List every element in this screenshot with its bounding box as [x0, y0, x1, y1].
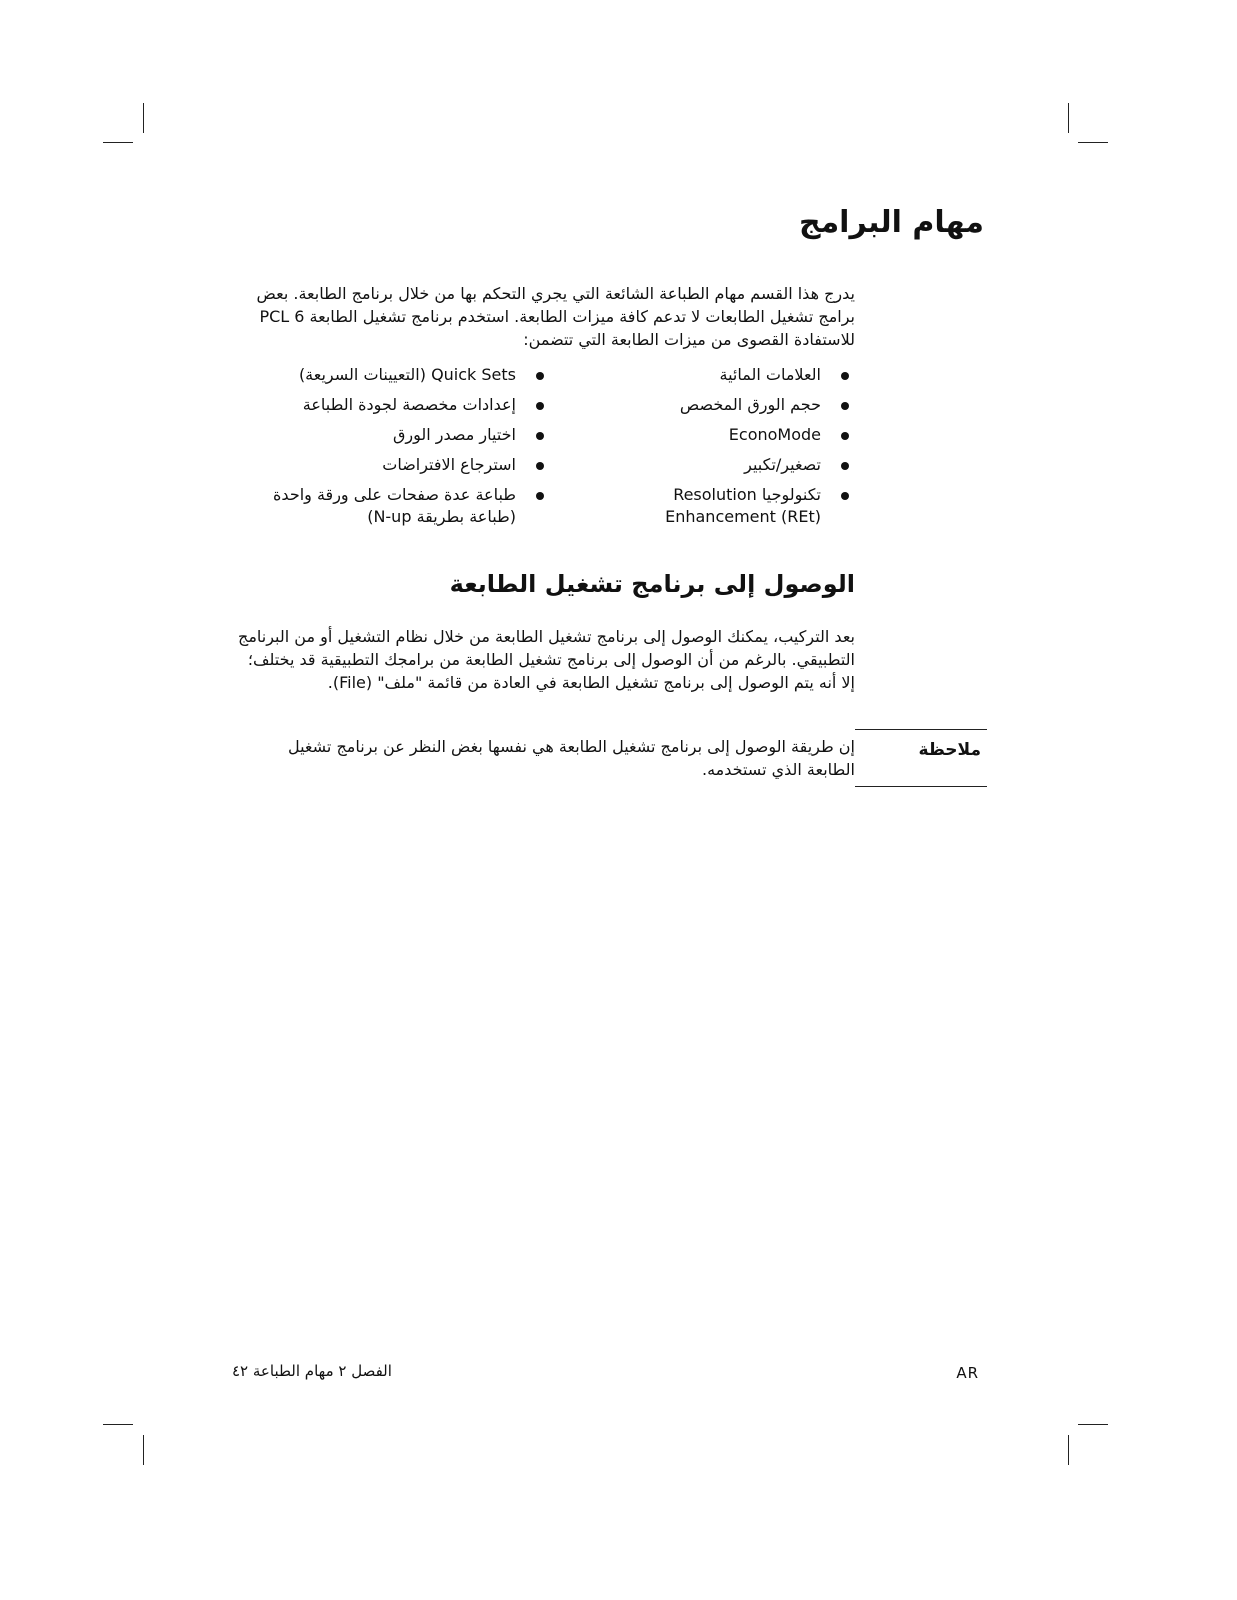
list-item: طباعة عدة صفحات على ورقة واحدة (طباعة بطريقة N-up) — [255, 484, 550, 528]
list-item: العلامات المائية — [560, 364, 855, 386]
crop-mark — [103, 1424, 133, 1425]
list-item: اختيار مصدر الورق — [255, 424, 550, 446]
note-text: إن طريقة الوصول إلى برنامج تشغيل الطابعة هي نفسها بغض النظر عن برنامج تشغيل الطابعة الذي تستخدمه. — [287, 737, 855, 779]
list-item: تكنولوجيا Resolution Enhancement (REt) — [560, 484, 855, 528]
note-rule-top — [855, 729, 987, 730]
list-item: Quick Sets (التعيينات السريعة) — [255, 364, 550, 386]
crop-mark — [1068, 103, 1069, 133]
list-item: إعدادات مخصصة لجودة الطباعة — [255, 394, 550, 416]
list-item: تصغير/تكبير — [560, 454, 855, 476]
footer-page-info: الفصل ٢ مهام الطباعة ٤٢ — [232, 1362, 392, 1380]
list-item: EconoMode — [560, 424, 855, 446]
feature-list — [255, 364, 855, 528]
note-label: ملاحظة — [918, 740, 981, 760]
intro-paragraph: يدرج هذا القسم مهام الطباعة الشائعة التي يجري التحكم بها من خلال برنامج الطابعة. بعض برامج تشغيل الطابعات لا تدعم كافة ميزات الطابعة. استخدم برنامج تشغيل الطابعة PCL 6 للاستفادة القصوى من ميزات الطابعة التي تتضمن: — [256, 284, 855, 349]
note-rule-bottom — [855, 786, 987, 787]
crop-mark — [103, 142, 133, 143]
crop-mark — [1078, 142, 1108, 143]
footer-language-code: AR — [956, 1364, 979, 1382]
page-title: مهام البرامج — [798, 205, 984, 240]
section-heading: الوصول إلى برنامج تشغيل الطابعة — [449, 570, 855, 598]
list-item: حجم الورق المخصص — [560, 394, 855, 416]
crop-mark — [143, 1435, 144, 1465]
crop-mark — [1068, 1435, 1069, 1465]
list-item: استرجاع الافتراضات — [255, 454, 550, 476]
crop-mark — [143, 103, 144, 133]
section-paragraph: بعد التركيب، يمكنك الوصول إلى برنامج تشغيل الطابعة من خلال نظام التشغيل أو من البرنامج التطبيقي. بالرغم من أن الوصول إلى برنامج تشغيل الطابعة من برامجك التطبيقية قد يختلف؛ إلا أنه يتم الوصول إلى برنامج تشغيل الطابعة في العادة من قائمة "ملف" (File). — [238, 627, 855, 692]
crop-mark — [1078, 1424, 1108, 1425]
